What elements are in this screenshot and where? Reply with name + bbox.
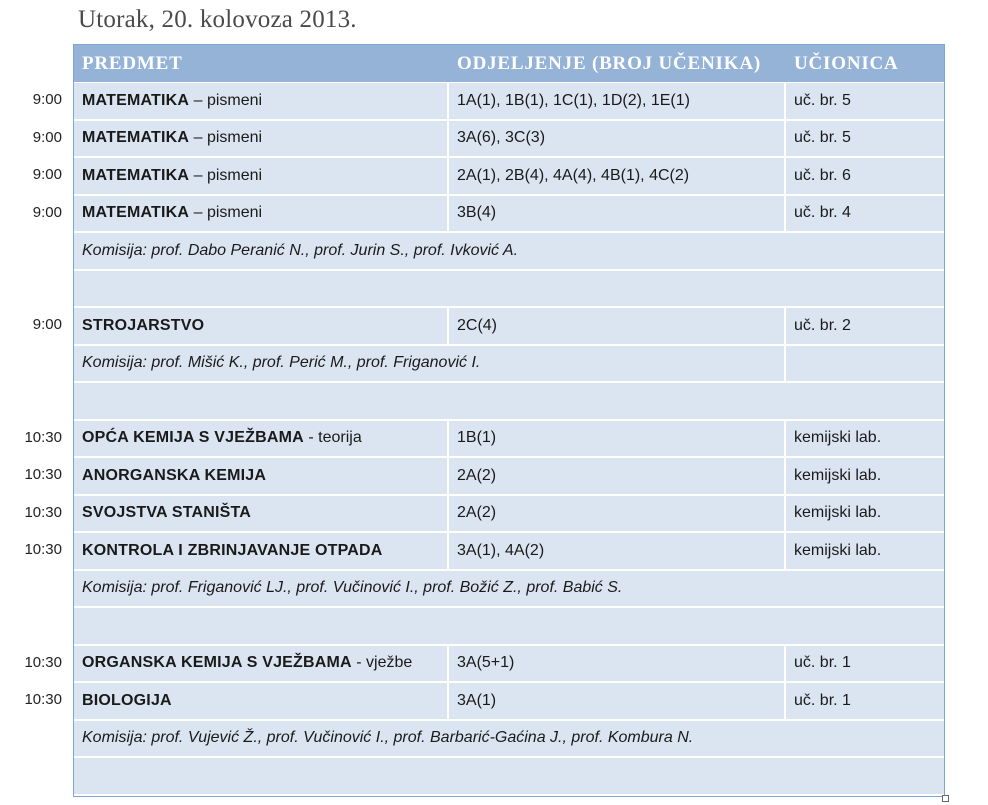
room-cell: kemijski lab. <box>794 504 882 522</box>
classes-cell: 3A(1), 4A(2) <box>449 533 786 569</box>
table-row <box>74 196 944 234</box>
subject-cell <box>74 646 449 682</box>
table-row <box>74 421 944 459</box>
time-label: 9:00 <box>32 316 62 333</box>
subject-name: MATEMATIKA <box>82 166 190 184</box>
classes-cell: 3B(4) <box>449 196 786 232</box>
subject-cell <box>74 533 449 569</box>
room-cell: uč. br. 5 <box>794 91 851 109</box>
commission-row <box>74 571 944 609</box>
commission-text: Komisija: prof. Dabo Peranić N., prof. Jurin S., prof. Ivković A. <box>82 241 519 259</box>
subject-name: STROJARSTVO <box>82 316 205 334</box>
table-header <box>74 45 944 83</box>
classes-cell: 2A(2) <box>449 496 786 532</box>
table-row <box>74 496 944 534</box>
schedule-table <box>73 44 945 797</box>
room-cell: kemijski lab. <box>794 429 882 447</box>
time-label: 9:00 <box>32 166 62 183</box>
classes-cell: 3A(6), 3C(3) <box>449 121 786 157</box>
subject-name: MATEMATIKA <box>82 91 190 109</box>
subject-note: – pismeni <box>189 204 263 222</box>
commission-text: Komisija: prof. Mišić K., prof. Perić M., prof. Friganović I. <box>74 346 786 382</box>
room-cell: kemijski lab. <box>794 541 882 559</box>
subject-cell <box>74 458 449 494</box>
table-row <box>74 121 944 159</box>
classes-cell: 2A(1), 2B(4), 4A(4), 4B(1), 4C(2) <box>449 158 786 194</box>
subject-note: - teorija <box>303 429 362 447</box>
page-title: Utorak, 20. kolovoza 2013. <box>78 6 357 33</box>
subject-cell <box>74 196 449 232</box>
subject-name: ORGANSKA KEMIJA S VJEŽBAMA <box>82 654 352 672</box>
classes-cell: 3A(5+1) <box>449 646 786 682</box>
subject-cell <box>74 158 449 194</box>
commission-text: Komisija: prof. Vujević Ž., prof. Vučinović I., prof. Barbarić-Gaćina J., prof. Kombura N. <box>82 729 694 747</box>
table-row <box>74 83 944 121</box>
blank-row <box>74 608 944 646</box>
subject-name: SVOJSTVA STANIŠTA <box>82 504 252 522</box>
subject-cell <box>74 683 449 719</box>
table-row <box>74 646 944 684</box>
blank-row <box>74 271 944 309</box>
table-resize-handle[interactable] <box>942 795 949 802</box>
time-label: 9:00 <box>32 203 62 221</box>
room-cell: uč. br. 4 <box>794 204 851 222</box>
classes-cell: 1B(1) <box>449 421 786 457</box>
commission-row <box>74 233 944 271</box>
subject-name: ANORGANSKA KEMIJA <box>82 466 267 484</box>
table-row <box>74 533 944 571</box>
time-label: 10:30 <box>24 541 62 558</box>
room-cell: uč. br. 1 <box>794 654 851 672</box>
classes-cell: 2C(4) <box>449 308 786 344</box>
time-label: 10:30 <box>24 691 62 708</box>
subject-note: – pismeni <box>189 166 263 184</box>
subject-name: MATEMATIKA <box>82 204 190 222</box>
commission-row <box>74 721 944 759</box>
time-label: 10:30 <box>24 653 62 671</box>
subject-note: – pismeni <box>189 129 263 147</box>
time-label: 9:00 <box>32 91 62 108</box>
header-odjeljenje: ODJELJENJE (BROJ UČENIKA) <box>457 52 761 74</box>
room-cell: uč. br. 1 <box>794 691 851 709</box>
header-predmet: PREDMET <box>82 52 183 74</box>
blank-row <box>74 758 944 796</box>
room-cell: kemijski lab. <box>794 466 882 484</box>
subject-note: – pismeni <box>189 91 263 109</box>
commission-text: Komisija: prof. Friganović LJ., prof. Vučinović I., prof. Božić Z., prof. Babić S. <box>82 579 623 597</box>
subject-cell <box>74 308 449 344</box>
room-cell: uč. br. 5 <box>794 129 851 147</box>
subject-name: BIOLOGIJA <box>82 691 172 709</box>
table-row <box>74 308 944 346</box>
room-cell: uč. br. 6 <box>794 166 851 184</box>
table-body <box>74 83 944 796</box>
header-ucionica: UČIONICA <box>794 52 899 74</box>
subject-note: - vježbe <box>351 654 413 672</box>
subject-cell <box>74 421 449 457</box>
subject-cell <box>74 83 449 119</box>
subject-cell <box>74 496 449 532</box>
subject-name: KONTROLA I ZBRINJAVANJE OTPADA <box>82 541 383 559</box>
subject-name: OPĆA KEMIJA S VJEŽBAMA <box>82 429 304 447</box>
classes-cell: 2A(2) <box>449 458 786 494</box>
commission-row <box>74 346 944 384</box>
time-label: 10:30 <box>24 428 62 446</box>
classes-cell: 3A(1) <box>449 683 786 719</box>
time-label: 9:00 <box>32 128 62 146</box>
table-row <box>74 683 944 721</box>
subject-name: MATEMATIKA <box>82 129 190 147</box>
time-label: 10:30 <box>24 503 62 521</box>
room-cell: uč. br. 2 <box>794 316 851 334</box>
time-label: 10:30 <box>24 466 62 483</box>
table-row <box>74 158 944 196</box>
blank-row <box>74 383 944 421</box>
table-row <box>74 458 944 496</box>
subject-cell <box>74 121 449 157</box>
classes-cell: 1A(1), 1B(1), 1C(1), 1D(2), 1E(1) <box>449 83 786 119</box>
